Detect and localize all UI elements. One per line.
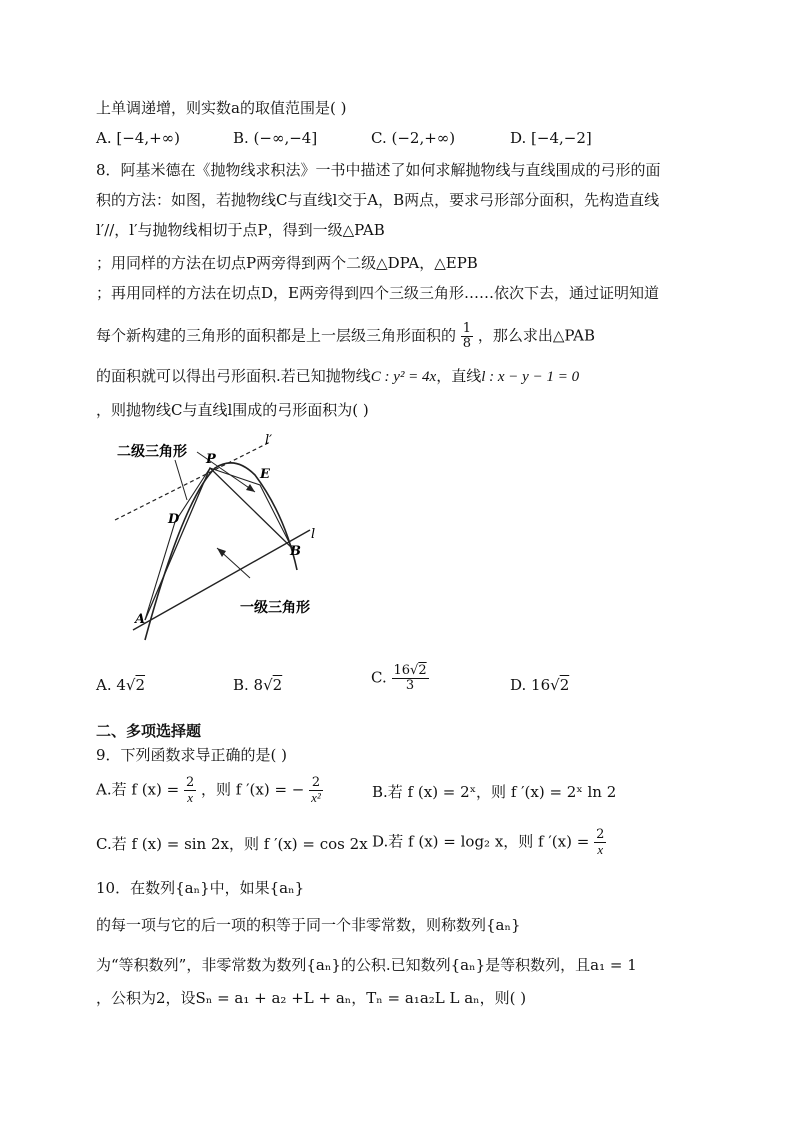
label-primary-triangle: 一级三角形 bbox=[240, 600, 310, 616]
point-p-label: P bbox=[206, 452, 216, 467]
option-a-radicand: 2 bbox=[135, 676, 146, 694]
q9-a-mid: ，则 f ′(x) = − bbox=[201, 780, 305, 799]
q9-stem: 9．下列函数求导正确的是( ) bbox=[96, 746, 288, 764]
q9-a-prefix: A.若 f (x) = bbox=[96, 780, 184, 799]
q8-line-7 bbox=[96, 366, 579, 387]
q8-line-3: l′//，l′与抛物线相切于点P，得到一级△PAB bbox=[96, 221, 385, 239]
q8-line-7-mid: ，直线 bbox=[436, 367, 482, 385]
one-eighth-fraction bbox=[461, 322, 473, 351]
fraction-denominator: x² bbox=[311, 790, 321, 805]
option-c-fraction bbox=[392, 664, 429, 693]
fraction-denominator: x bbox=[597, 842, 604, 857]
q10-line-1: 10．在数列{aₙ}中，如果{aₙ} bbox=[96, 879, 305, 897]
option-c-prefix: C. bbox=[371, 668, 387, 687]
q10-line-4: ，公积为2，设Sₙ = a₁ + a₂ +L + aₙ，Tₙ = a₁a₂L L aₙ，则( ) bbox=[96, 989, 527, 1007]
q8-option-a bbox=[96, 675, 145, 695]
fraction-numerator: 2 bbox=[309, 776, 323, 791]
q9-option-d bbox=[372, 828, 606, 857]
q7-stem-tail: 上单调递增，则实数a的取值范围是( ) bbox=[96, 99, 347, 117]
q7-option-d: D. [−4,−2] bbox=[510, 129, 592, 147]
q9-option-c: C.若 f (x) = sin 2x，则 f ′(x) = cos 2x bbox=[96, 835, 368, 853]
fraction-denominator: 8 bbox=[462, 336, 472, 351]
q8-option-c bbox=[371, 664, 429, 693]
q8-option-d bbox=[510, 675, 569, 695]
q7-option-a: A. [−4,+∞) bbox=[96, 129, 181, 147]
fraction-numerator bbox=[392, 664, 429, 679]
q10-line-3: 为“等积数列”，非零常数为数列{aₙ}的公积.已知数列{aₙ}是等积数列，且a₁ = 1 bbox=[96, 956, 637, 974]
fraction-numerator: 1 bbox=[462, 321, 472, 336]
option-b-prefix: B. 8 bbox=[233, 676, 264, 694]
pointer-secondary-a bbox=[175, 460, 187, 500]
q9-a-frac-1 bbox=[184, 776, 196, 805]
numerator-radicand: 2 bbox=[418, 663, 427, 678]
line-l-label: l bbox=[311, 527, 316, 542]
q8-line-6-text: 每个新构建的三角形的面积都是上一层级三角形面积的 bbox=[96, 326, 457, 345]
option-b-radicand: 2 bbox=[272, 676, 283, 694]
q8-line-6 bbox=[96, 322, 595, 351]
point-e-label: E bbox=[260, 467, 270, 482]
line-equation: l : x − y − 1 = 0 bbox=[481, 369, 580, 385]
q8-line-5: ；再用同样的方法在切点D，E两旁得到四个三级三角形……依次下去，通过证明知道 bbox=[96, 284, 659, 302]
sqrt-icon: √ bbox=[550, 676, 560, 694]
q9-option-b: B.若 f (x) = 2ˣ，则 f ′(x) = 2ˣ ln 2 bbox=[372, 783, 617, 801]
parabola-equation: C : y² = 4x bbox=[370, 369, 437, 385]
q9-d-frac bbox=[594, 828, 606, 857]
q8-line-6-tail: ，那么求出△PAB bbox=[477, 326, 595, 345]
fraction-denominator: x bbox=[187, 790, 193, 805]
sqrt-icon: √ bbox=[410, 663, 419, 678]
line-l-prime-label: l′ bbox=[265, 433, 273, 448]
parabola-figure bbox=[105, 430, 345, 645]
q8-line-7-text: 的面积就可以得出弓形面积.若已知抛物线 bbox=[96, 367, 371, 385]
fraction-numerator: 2 bbox=[596, 827, 605, 842]
fraction-numerator: 2 bbox=[185, 775, 195, 790]
sqrt-icon: √ bbox=[125, 676, 136, 694]
q7-option-c: C. (−2,+∞) bbox=[371, 129, 456, 147]
numerator-coef: 16 bbox=[393, 663, 411, 678]
point-b-label: B bbox=[290, 544, 301, 559]
q8-line-1: 8．阿基米德在《抛物线求积法》一书中描述了如何求解抛物线与直线围成的弓形的面 bbox=[96, 161, 661, 179]
point-a-label: A bbox=[135, 612, 146, 627]
q9-d-prefix: D.若 f (x) = log₂ x，则 f ′(x) = bbox=[372, 832, 595, 851]
primary-triangle bbox=[145, 468, 292, 620]
section-title: 二、多项选择题 bbox=[96, 722, 202, 740]
q8-line-8: ，则抛物线C与直线l围成的弓形面积为( ) bbox=[96, 401, 369, 419]
arrow-head-icon bbox=[217, 548, 226, 557]
option-d-prefix: D. 16 bbox=[510, 676, 551, 694]
q9-a-frac-2 bbox=[309, 776, 323, 805]
sqrt-icon: √ bbox=[263, 676, 273, 694]
point-d-label: D bbox=[168, 512, 180, 527]
option-d-radicand: 2 bbox=[559, 676, 570, 694]
q8-line-2: 积的方法：如图，若抛物线C与直线l交于A，B两点，要求弓形部分面积，先构造直线 bbox=[96, 191, 660, 209]
q9-option-a bbox=[96, 776, 323, 805]
q7-option-b: B. (−∞,−4] bbox=[233, 129, 318, 147]
q8-line-4: ；用同样的方法在切点P两旁得到两个二级△DPA，△EPB bbox=[96, 254, 478, 272]
arrow-head-icon bbox=[246, 484, 255, 492]
label-secondary-triangle: 二级三角形 bbox=[117, 444, 187, 460]
q8-option-b bbox=[233, 675, 282, 695]
q10-line-2: 的每一项与它的后一项的积等于同一个非零常数，则称数列{aₙ} bbox=[96, 916, 521, 934]
fraction-denominator: 3 bbox=[405, 678, 415, 693]
option-a-prefix: A. 4 bbox=[96, 676, 126, 694]
